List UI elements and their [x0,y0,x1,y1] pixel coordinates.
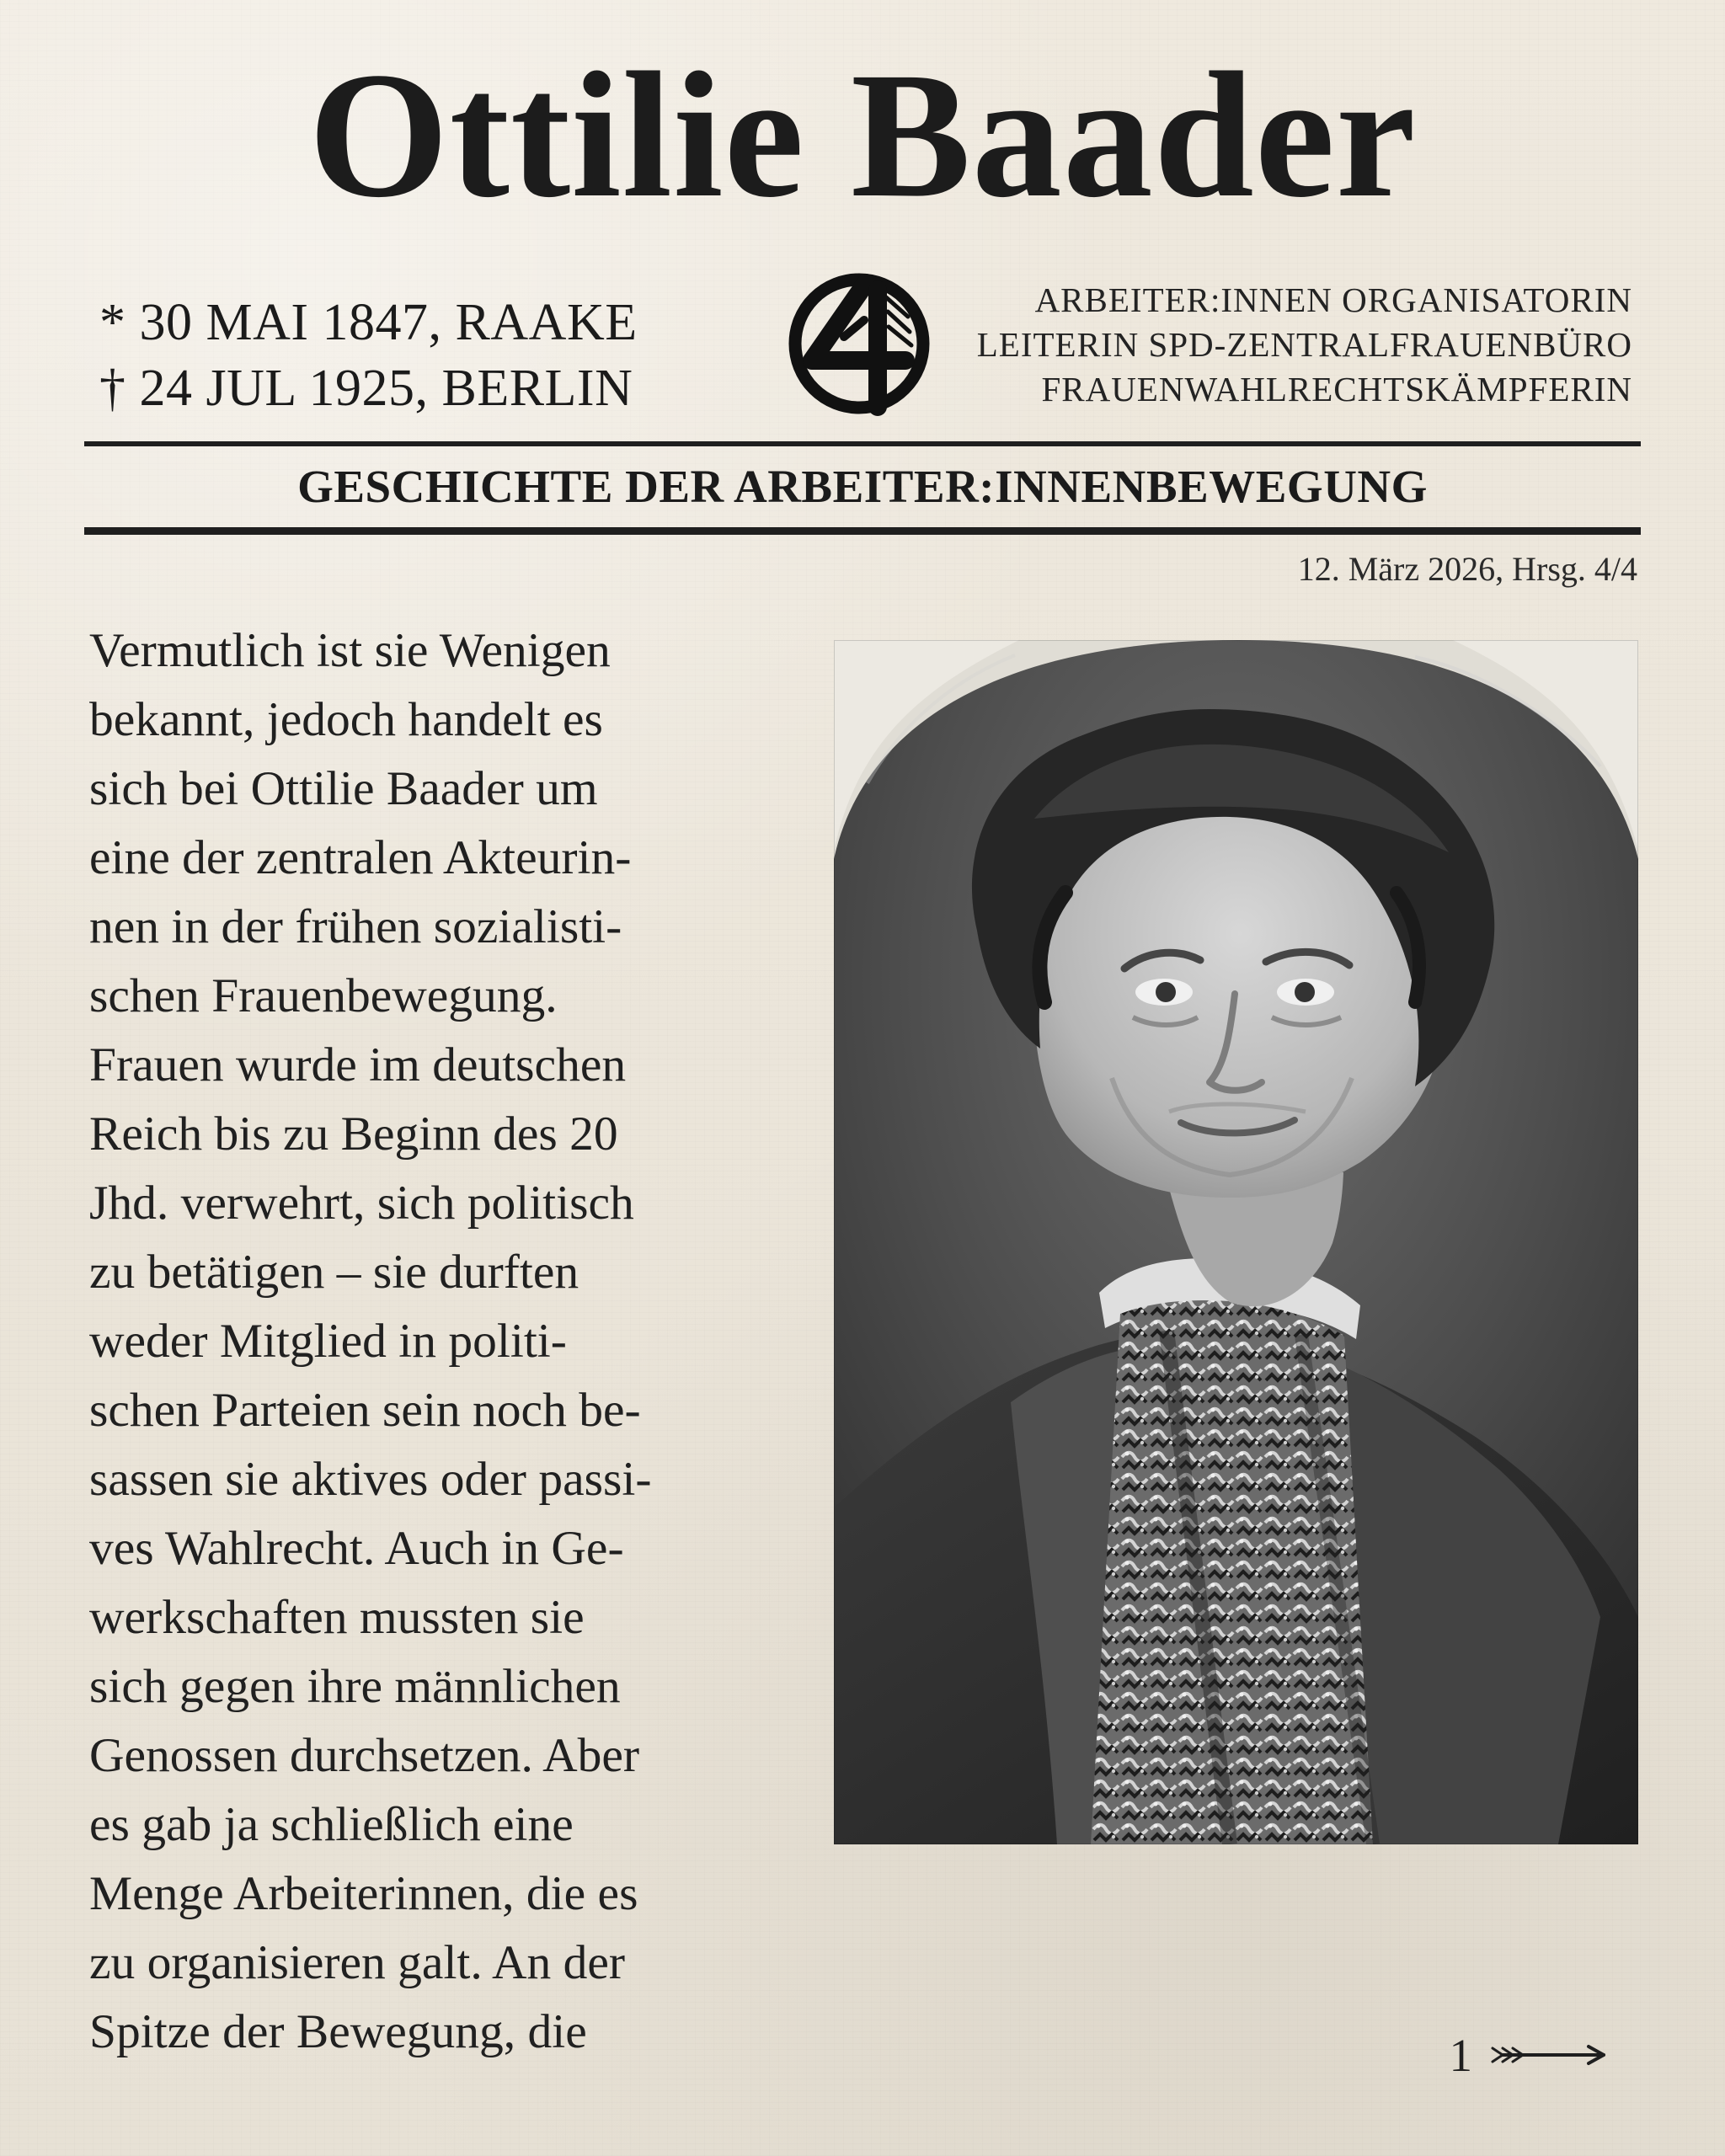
portrait-illustration [834,640,1638,1844]
page-title: Ottilie Baader [308,35,1417,235]
life-dates [99,290,672,421]
article-body [89,616,805,2067]
article-line: ves Wahlrecht. Auch in Ge- [89,1522,624,1575]
article-line: sich bei Ottilie Baader um [89,762,598,815]
article-line: Vermutlich ist sie Wenigen [89,624,611,677]
birth-date: * 30 MAI 1847, RAAKE [99,294,638,351]
roles-block [908,278,1632,412]
bottom-divider [84,527,1641,535]
article-line: Menge Arbeiterinnen, die es [89,1867,638,1920]
role-line: FRAUENWAHLRECHTSKÄMPFERIN [1041,370,1632,408]
article-line: Genossen durchsetzen. Aber [89,1729,640,1782]
article-line: werkschaften mussten sie [89,1591,585,1644]
article-line: eine der zentralen Akteurin- [89,831,632,884]
death-date: † 24 JUL 1925, BERLIN [99,360,633,417]
article-line: sich gegen ihre männlichen [89,1660,621,1713]
role-line: LEITERIN SPD-ZENTRALFRAUENBÜRO [976,325,1632,364]
article-line: Reich bis zu Beginn des 20 [89,1107,618,1161]
article-line: weder Mitglied in politi- [89,1315,567,1368]
article-line: sassen sie aktives oder passi- [89,1453,652,1506]
top-divider [84,441,1641,446]
page-marker [1450,2025,1616,2084]
section-title: GESCHICHTE DER ARBEITER:INNENBEWEGUNG [297,461,1428,512]
article-line: zu organisieren galt. An der [89,1936,626,1989]
page-number: 1 [1449,2029,1472,2081]
article-line: Spitze der Bewegung, die [89,2005,587,2058]
article-line: zu betätigen – sie durften [89,1246,579,1299]
issue-date: 12. März 2026, Hrsg. 4/4 [1297,550,1637,588]
article-line: nen in der frühen sozialisti- [89,900,622,953]
article-line: schen Parteien sein noch be- [89,1384,641,1437]
arrow-right-icon [1489,2038,1616,2072]
article-line: bekannt, jedoch handelt es [89,693,603,746]
role-line: ARBEITER:INNEN ORGANISATORIN [1034,280,1632,319]
article-line: schen Frauenbewegung. [89,969,558,1022]
article-line: Jhd. verwehrt, sich politisch [89,1177,634,1230]
article-line: es gab ja schließlich eine [89,1798,574,1851]
portrait-photo [834,640,1638,1844]
article-line: Frauen wurde im deutschen [89,1038,627,1091]
